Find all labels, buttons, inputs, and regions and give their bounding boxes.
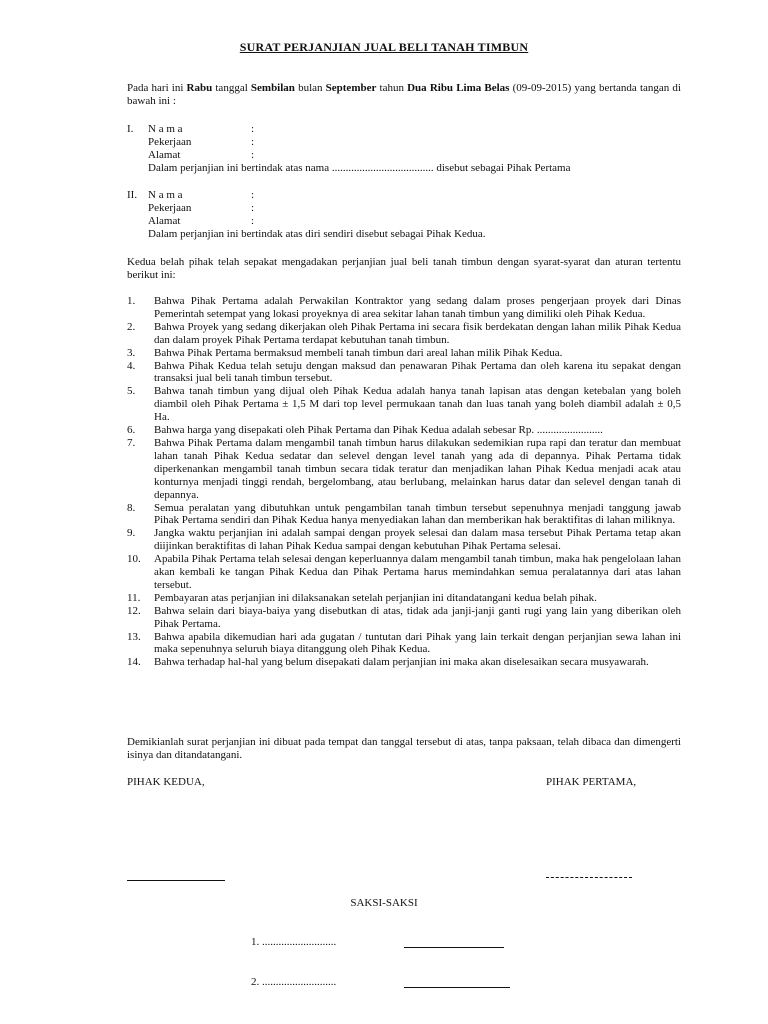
term-item bbox=[127, 295, 681, 321]
term-item bbox=[127, 605, 681, 631]
intro-paragraph bbox=[127, 82, 681, 108]
party-first bbox=[127, 123, 681, 175]
witness-2-signature-line bbox=[404, 987, 510, 988]
term-number: 3. bbox=[127, 346, 136, 359]
name-label: N a m a bbox=[148, 123, 183, 135]
address-label: Alamat bbox=[148, 215, 181, 227]
agreement-terms-list bbox=[127, 295, 681, 669]
document-title: SURAT PERJANJIAN JUAL BELI TANAH TIMBUN bbox=[239, 40, 529, 54]
term-number: 14. bbox=[127, 656, 141, 669]
colon: : bbox=[251, 189, 255, 201]
colon: : bbox=[251, 123, 255, 135]
witnesses-title: SAKSI-SAKSI bbox=[350, 897, 418, 909]
term-number: 2. bbox=[127, 320, 136, 333]
term-number: 10. bbox=[127, 553, 141, 566]
intro-month: September bbox=[325, 82, 377, 94]
term-text: Semua peralatan yang dibutuhkan untuk pengambilan tanah timbun tersebut sepenuhnya menjadi tanggung jawab Pihak Pertama sendiri dan Pihak Kedua hanya menyediakan lahan dan memberikan hak beraktifitas di lahan miliknya. bbox=[154, 501, 681, 527]
witness-1-name: 1. ........................... bbox=[251, 936, 337, 948]
intro-text: bulan bbox=[294, 82, 326, 94]
name-label: N a m a bbox=[148, 189, 183, 201]
intro-text: (09-09-2015) yang bertanda tangan di bawah ini : bbox=[127, 82, 681, 107]
term-item bbox=[127, 553, 681, 592]
term-text: Bahwa tanah timbun yang dijual oleh Pihak Kedua adalah hanya tanah lapisan atas dengan ketebalan yang boleh diambil oleh Pihak Pertama ± 1,5 M dari top level permukaan tanah dan luas tanah yang boleh diambil adalah ± 0,5 Ha. bbox=[154, 385, 681, 424]
witness-2-name: 2. ........................... bbox=[251, 976, 337, 988]
term-number: 12. bbox=[127, 604, 141, 617]
intro-text: tahun bbox=[376, 82, 408, 94]
first-party-signature-label: PIHAK PERTAMA, bbox=[546, 776, 637, 788]
term-text: Bahwa Pihak Pertama dalam mengambil tanah timbun harus dilakukan sedemikian rupa rapi dan teratur dan membuat lahan tanah Pihak Kedua sedatar dan selevel dengan level tanah yang ada di depannya. Pihak Pertama tidak diperkenankan mengambil tanah timbun secara tidak teratur dan menjadikan lahan Pihak Kedua menjadi acak atau konturnya menjadi tinggi rendah, bergelombang, atau berlubang, melainkan harus datar dan selevel dengan tanah di depannya. bbox=[154, 436, 681, 501]
term-item bbox=[127, 321, 681, 347]
closing-paragraph: Demikianlah surat perjanjian ini dibuat pada tempat dan tanggal tersebut di atas, tanpa paksaan, telah dibaca dan dimengerti isinya dan ditandatangani. bbox=[127, 736, 681, 761]
term-item bbox=[127, 656, 681, 669]
term-text: Bahwa terhadap hal-hal yang belum disepakati dalam perjanjian ini maka akan diselesaikan secara musyawarah. bbox=[154, 656, 649, 669]
intro-year: Dua Ribu Lima Belas bbox=[407, 82, 510, 94]
intro-text: tanggal bbox=[212, 82, 251, 94]
colon: : bbox=[251, 202, 255, 214]
term-item bbox=[127, 527, 681, 553]
term-text: Bahwa Proyek yang sedang dikerjakan oleh Pihak Pertama ini secara fisik berdekatan dengan lahan milik Pihak Kedua dan dalam proyek Pihak Pertama terdapat kebutuhan tanah timbun. bbox=[154, 320, 681, 346]
intro-date: Sembilan bbox=[250, 82, 295, 94]
term-text: Bahwa Pihak Kedua telah setuju dengan maksud dan penawaran Pihak Pertama dan oleh karena itu sepakat dengan transaksi jual beli tanah timbun tersebut. bbox=[154, 359, 681, 385]
term-item bbox=[127, 437, 681, 502]
term-number: 13. bbox=[127, 630, 141, 643]
term-number: 9. bbox=[127, 527, 136, 540]
term-text: Apabila Pihak Pertama telah selesai dengan keperluannya dalam mengambil tanah timbun, maka hak pengelolaan lahan akan kembali ke tangan Pihak Kedua dan Pihak Pertama harus memindahkan semua peralatannya dari atas lahan tersebut. bbox=[154, 553, 681, 591]
agreement-intro: Kedua belah pihak telah sepakat mengadakan perjanjian jual beli tanah timbun dengan syarat-syarat dan aturan tertentu berikut ini: bbox=[127, 256, 681, 281]
term-number: 11. bbox=[127, 591, 141, 604]
job-label: Pekerjaan bbox=[148, 136, 192, 148]
term-item bbox=[127, 592, 681, 605]
term-text: Bahwa Pihak Pertama bermaksud membeli tanah timbun dari areal lahan milik Pihak Kedua. bbox=[154, 346, 563, 359]
term-number: 7. bbox=[127, 436, 136, 449]
term-text: Bahwa selain dari biaya-baiya yang disebutkan di atas, tidak ada janji-janji ganti rugi yang lain yang diberikan oleh Pihak Pertama. bbox=[154, 604, 681, 630]
term-text: Bahwa Pihak Pertama adalah Perwakilan Kontraktor yang sedang dalam proses pengerjaan proyek dari Dinas Pemerintah setempat yang lokasi proyeknya di area sekitar lahan tanah timbun yang dimiliki oleh Pihak Kedua. bbox=[154, 295, 681, 320]
intro-day: Rabu bbox=[186, 82, 213, 94]
first-party-signature-line bbox=[546, 877, 632, 878]
party-number: I. bbox=[127, 123, 134, 135]
witness-1-signature-line bbox=[404, 947, 504, 948]
colon: : bbox=[251, 149, 255, 161]
intro-text: Pada hari ini bbox=[127, 82, 187, 94]
address-label: Alamat bbox=[148, 149, 181, 161]
colon: : bbox=[251, 215, 255, 227]
second-party-signature-line bbox=[127, 880, 225, 881]
term-item bbox=[127, 424, 681, 437]
term-text: Pembayaran atas perjanjian ini dilaksanakan setelah perjanjian ini ditandatangani kedua belah pihak. bbox=[154, 591, 597, 604]
term-number: 6. bbox=[127, 424, 136, 437]
term-number: 4. bbox=[127, 359, 136, 372]
term-number: 8. bbox=[127, 501, 136, 514]
second-party-signature-label: PIHAK KEDUA, bbox=[127, 776, 205, 788]
party-number: II. bbox=[127, 189, 138, 201]
colon: : bbox=[251, 136, 255, 148]
term-number: 1. bbox=[127, 295, 136, 307]
term-text: Jangka waktu perjanjian ini adalah sampai dengan proyek selesai dan dalam masa tersebut Pihak Pertama tetap akan diijinkan beraktifitas di lahan Pihak Kedua sampai dengan kebutuhan Pihak Pertama selesai. bbox=[154, 527, 681, 553]
term-item bbox=[127, 385, 681, 424]
term-number: 5. bbox=[127, 385, 136, 398]
term-text: Bahwa harga yang disepakati oleh Pihak Pertama dan Pihak Kedua adalah sebesar Rp. ........................ bbox=[154, 424, 603, 437]
term-text: Bahwa apabila dikemudian hari ada gugatan / tuntutan dari Pihak yang lain terkait dengan perjanjian sewa lahan ini maka sepenuhnya seluruh biaya ditanggung oleh Pihak Kedua. bbox=[154, 630, 681, 656]
term-item bbox=[127, 502, 681, 528]
party-second bbox=[127, 189, 681, 241]
term-item bbox=[127, 347, 681, 360]
party-note: Dalam perjanjian ini bertindak atas diri sendiri disebut sebagai Pihak Kedua. bbox=[148, 228, 486, 240]
term-item bbox=[127, 631, 681, 657]
term-item bbox=[127, 360, 681, 386]
party-note: Dalam perjanjian ini bertindak atas nama ..................................... disebut sebagai Pihak Pertama bbox=[148, 162, 571, 174]
job-label: Pekerjaan bbox=[148, 202, 192, 214]
